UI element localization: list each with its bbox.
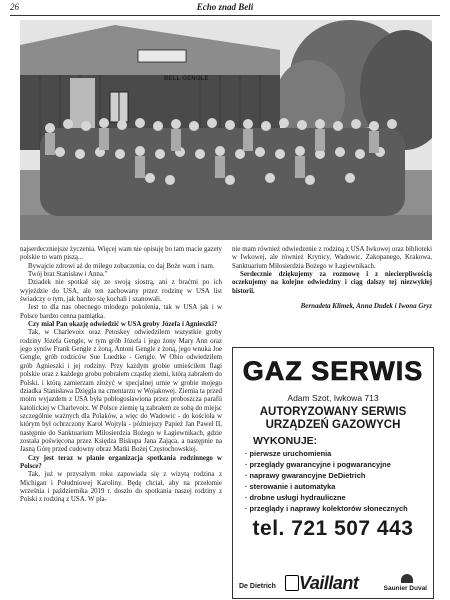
article-right-column	[232, 246, 432, 310]
page-header	[10, 2, 440, 14]
ad-service-item: · naprawy gwarancyjne DeDietrich	[245, 470, 433, 481]
page-number: 26	[10, 2, 19, 12]
ad-brand-logos	[233, 572, 433, 594]
interview-question: Czy jest teraz w planie organizacja spotkania rodzinnego w Polsce?	[20, 454, 222, 470]
ad-address: Adam Szot, Iwkowa 713	[287, 393, 379, 403]
paragraph: najserdeczniejsze życzenia. Więcej wam nie opisuję bo tam macie gazety polskie to wam piszą...	[20, 246, 223, 262]
paragraph: nie mam również odwiedzenie z rodziną z USA Iwkowej oraz biblioteki w Iwkowej, ale również Krynicy, Wadowic, Zakopanego, Krakowa, Sanktuarium Miłosierdzia Bożego w Łagiewnikach.	[232, 246, 432, 270]
paragraph: Twój brat Stanisław i Anna."	[28, 271, 108, 279]
paragraph: Jest to dla nas obecnego młodego pokolenia, tak w USA jak i w Polsce bardzo cenna pamiątka.	[20, 304, 222, 320]
interview-question: Czy miał Pan okazję odwiedzić w USA groby Józefa i Agnieszki?	[28, 321, 218, 329]
vaillant-logo: Vaillant	[299, 573, 359, 593]
ad-service-line-1: AUTORYZOWANY SERWIS	[259, 406, 407, 418]
ad-service-item: · przeglądy i naprawy kolektorów słonecznych	[245, 503, 433, 514]
group-photo	[20, 20, 432, 240]
paragraph: Bywajcie zdrowi aż do miłego zobaczenia, co daj Boże wam i nam.	[28, 262, 215, 270]
barn-sign-text: BELL GENGLE	[164, 76, 209, 82]
ad-company-name: GAZ SERWIS	[242, 356, 424, 386]
paragraph: Tak, już w przyszłym roku zapowiada się z wizytą rodzina z Michigan i Południowej Karoliny. Będę chciał, aby na przełomie września i października 2019 r. doszło do spotkania naszej rodziny z Polski z rodziną z USA. W pla-	[20, 471, 222, 504]
saunier-duval-arch-icon	[401, 574, 413, 583]
article-signature: Bernadeta Klimek, Anna Dudek i Iwona Gryz	[300, 302, 432, 311]
paragraph: Dziadek nie spotkał się ze swoją siostrą, ani z braćmi po ich wyjeździe do USA, ale ten zachowany przez rodzinę w USA list świadczy o tym, jak bardzo się kochali i szanowali.	[20, 279, 222, 304]
ad-service-line-2: URZĄDZEŃ GAZOWYCH	[265, 419, 401, 431]
ad-service-item: · pierwsze uruchomienia	[245, 448, 433, 459]
gaz-serwis-advertisement	[232, 347, 434, 599]
header-divider	[10, 15, 440, 16]
ad-services-title: WYKONUJE:	[253, 435, 318, 447]
publication-title: Echo znad Beli	[196, 2, 254, 12]
paragraph: Tak, w Charlevoix oraz Petoskey odwiedziłem wszystkie groby rodziny Józefa Gengle, w tym grób Józefa i jego żony Mary Ann oraz jego synów Frank Gengle z żoną, Antoni Gengle z żoną, jego wnuka Joe Gengle, grób rodziców Sue Luedtke - Gengle. W Ohio odwiedziłem grób Agnieszki i jej rodziny. Przy każdym grobie umieściłem flagi polskie oraz z każdego grobu pobrałem cząstkę ziemi, którą zabrałem do Polski, i którą zamierzam złożyć w specjalnej urnie w grobie mojego dziadka Stanisława Dzięgla na cmentarzu w Wojakowej. Ziemia ta przed moim wyjazdem z USA była pobłogosławiona przez proboszcza parafii katolickiej w Charlevoix. W Polsce ziemię tą zabrałem ze sobą do miejsc szczególnie ważnych dla Polaków, a więc do Wadowic - do kościoła w którym był ochrzczony Karol Wojtyła - późniejszy Papież Jan Paweł II, następnie do Sanktuarium Miłosierdzia Bożego w Łagiewnikach, gdzie została poświęcona przez Księdza Biskupa Jana Zająca, a następnie na Jasną Górę przed cudowny obraz Matki Bożej Częstochowskiej.	[20, 329, 222, 454]
interview-question: Serdecznie dziękujemy za rozmowę i z niecierpliwością oczekujemy na kolejne odwiedziny i ciąg dalszy tej niezwykłej historii.	[232, 271, 432, 295]
saunier-duval-logo: Saunier Duval	[383, 585, 427, 592]
de-dietrich-logo: De Dietrich	[239, 583, 276, 590]
ad-services-list	[233, 448, 433, 514]
article-left-column	[20, 246, 222, 505]
vaillant-hare-icon	[285, 575, 299, 591]
ad-phone-number: tel. 721 507 443	[252, 517, 414, 540]
ad-service-item: · przeglądy gwarancyjne i pogwarancyjne	[245, 459, 433, 470]
ad-service-item: · drobne usługi hydrauliczne	[245, 492, 433, 503]
ad-service-item: · sterowanie i automatyka	[245, 481, 433, 492]
